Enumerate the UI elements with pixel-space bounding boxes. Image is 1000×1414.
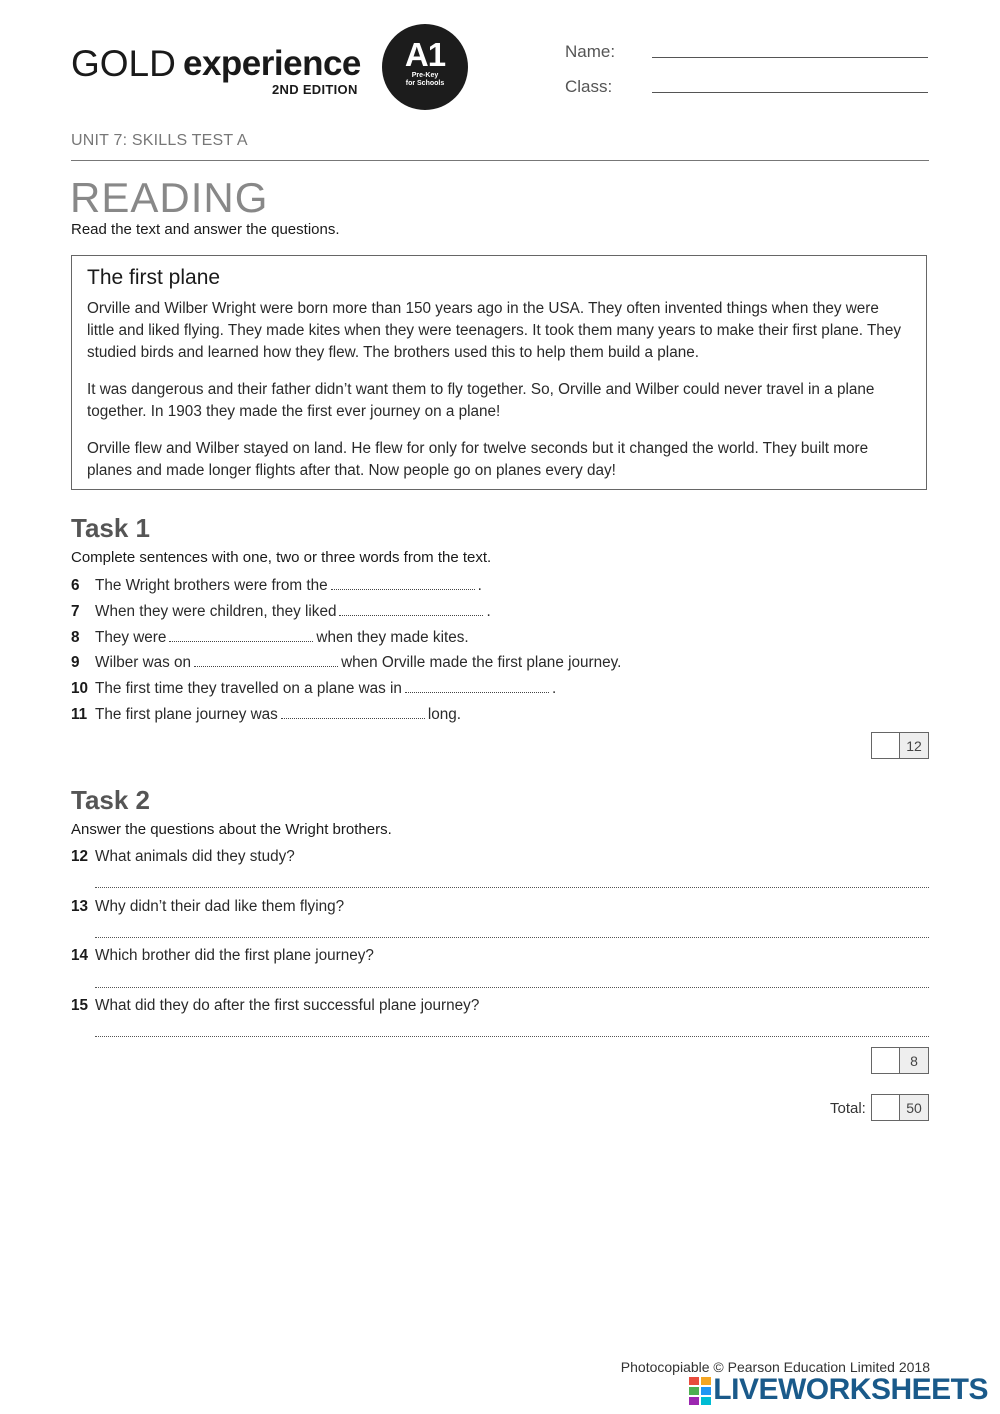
task1-score-box [871,732,929,759]
score-input[interactable] [871,732,900,759]
question-number: 13 [71,898,89,915]
logo-brand-light: GOLD [71,43,176,84]
answer-line[interactable] [95,987,929,988]
task2-instruction: Answer the questions about the Wright brothers. [71,821,392,838]
task1-question [71,627,469,649]
level-badge [382,24,468,110]
score-max: 8 [900,1047,929,1074]
watermark-text: LIVEWORKSHEETS [713,1373,988,1406]
answer-line[interactable] [95,937,929,938]
task1-question [71,704,461,726]
task2-title: Task 2 [71,785,151,815]
answer-gap[interactable] [169,629,313,642]
total-label: Total: [830,1100,866,1117]
question-number: 12 [71,848,89,865]
question-text: When they were children, they liked [95,603,337,620]
task2-question [71,896,344,918]
question-text: Why didn’t their dad like them flying? [95,898,345,915]
question-text: The Wright brothers were from the [95,577,328,594]
question-text: The first plane journey was [95,706,278,723]
question-text-after: . [551,680,557,697]
text-paragraph-3: Orville flew and Wilber stayed on land. He flew for only for twelve seconds but it changed the world. They built more planes and made longer flights after that. Now people go on planes every day! [87,440,869,479]
answer-gap[interactable] [331,577,475,590]
header-divider [71,160,929,161]
task2-question [71,945,374,967]
question-text: Wilber was on [95,654,192,671]
level-sub2: for Schools [405,80,445,87]
task1-question [71,678,556,700]
total-score-box [871,1094,929,1121]
logo-brand-bold: experience [183,44,361,83]
question-text: What did they do after the first successful plane journey? [95,997,480,1014]
liveworksheets-icon [689,1377,711,1405]
score-max: 50 [900,1094,929,1121]
question-text-after: when they made kites. [316,629,469,646]
question-text-after: . [477,577,482,594]
question-number: 6 [71,577,80,594]
class-field[interactable] [652,92,928,93]
name-label: Name: [565,42,616,61]
question-text: What animals did they study? [95,848,295,865]
answer-gap[interactable] [405,680,549,693]
task1-instruction: Complete sentences with one, two or three words from the text. [71,549,492,566]
watermark [689,1373,988,1407]
section-instruction: Read the text and answer the questions. [71,221,340,238]
question-number: 8 [71,629,80,646]
question-number: 10 [71,680,89,697]
copyright: Photocopiable © Pearson Education Limited 2018 [620,1359,930,1375]
text-paragraph-1: Orville and Wilber Wright were born more than 150 years ago in the USA. They often invented things when they were little and liked flying. They made kites when they were teenagers. It took them many years to make their first plane. They studied birds and learned how they flew. The brothers used this to help them build a plane. [87,300,901,361]
score-max: 12 [900,732,929,759]
question-number: 14 [71,947,89,964]
question-text-after: . [486,603,491,620]
section-title: READING [70,174,269,221]
answer-line[interactable] [95,887,929,888]
task1-question [71,575,482,597]
answer-line[interactable] [95,1036,929,1037]
answer-gap[interactable] [194,654,338,667]
question-text-after: long. [427,706,461,723]
name-field[interactable] [652,57,928,58]
question-number: 15 [71,997,89,1014]
level-label: A1 [404,36,446,73]
logo-edition: 2ND EDITION [272,82,358,97]
task2-score-box [871,1047,929,1074]
question-number: 11 [71,706,88,723]
task1-question [71,652,621,674]
text-paragraph-2: It was dangerous and their father didn’t want them to fly together. So, Orville and Wilber could never travel in a plane together. In 1903 they made the first ever journey on a plane! [87,381,875,420]
score-input[interactable] [871,1047,900,1074]
question-text: They were [95,629,167,646]
question-number: 9 [71,654,80,671]
question-text-after: when Orville made the first plane journey. [341,654,622,671]
question-text: The first time they travelled on a plane was in [95,680,402,697]
reading-text-box [71,255,927,490]
task1-question [71,601,491,623]
text-title: The first plane [87,266,221,289]
task2-question [71,995,479,1017]
score-input[interactable] [871,1094,900,1121]
unit-title: UNIT 7: SKILLS TEST A [71,132,248,149]
question-number: 7 [71,603,80,620]
answer-gap[interactable] [281,706,425,719]
answer-gap[interactable] [339,603,483,616]
task2-question [71,846,295,868]
question-text: Which brother did the first plane journey? [95,947,374,964]
task1-title: Task 1 [71,513,151,543]
level-sub1: Pre-Key [411,72,439,79]
class-label: Class: [565,77,613,96]
